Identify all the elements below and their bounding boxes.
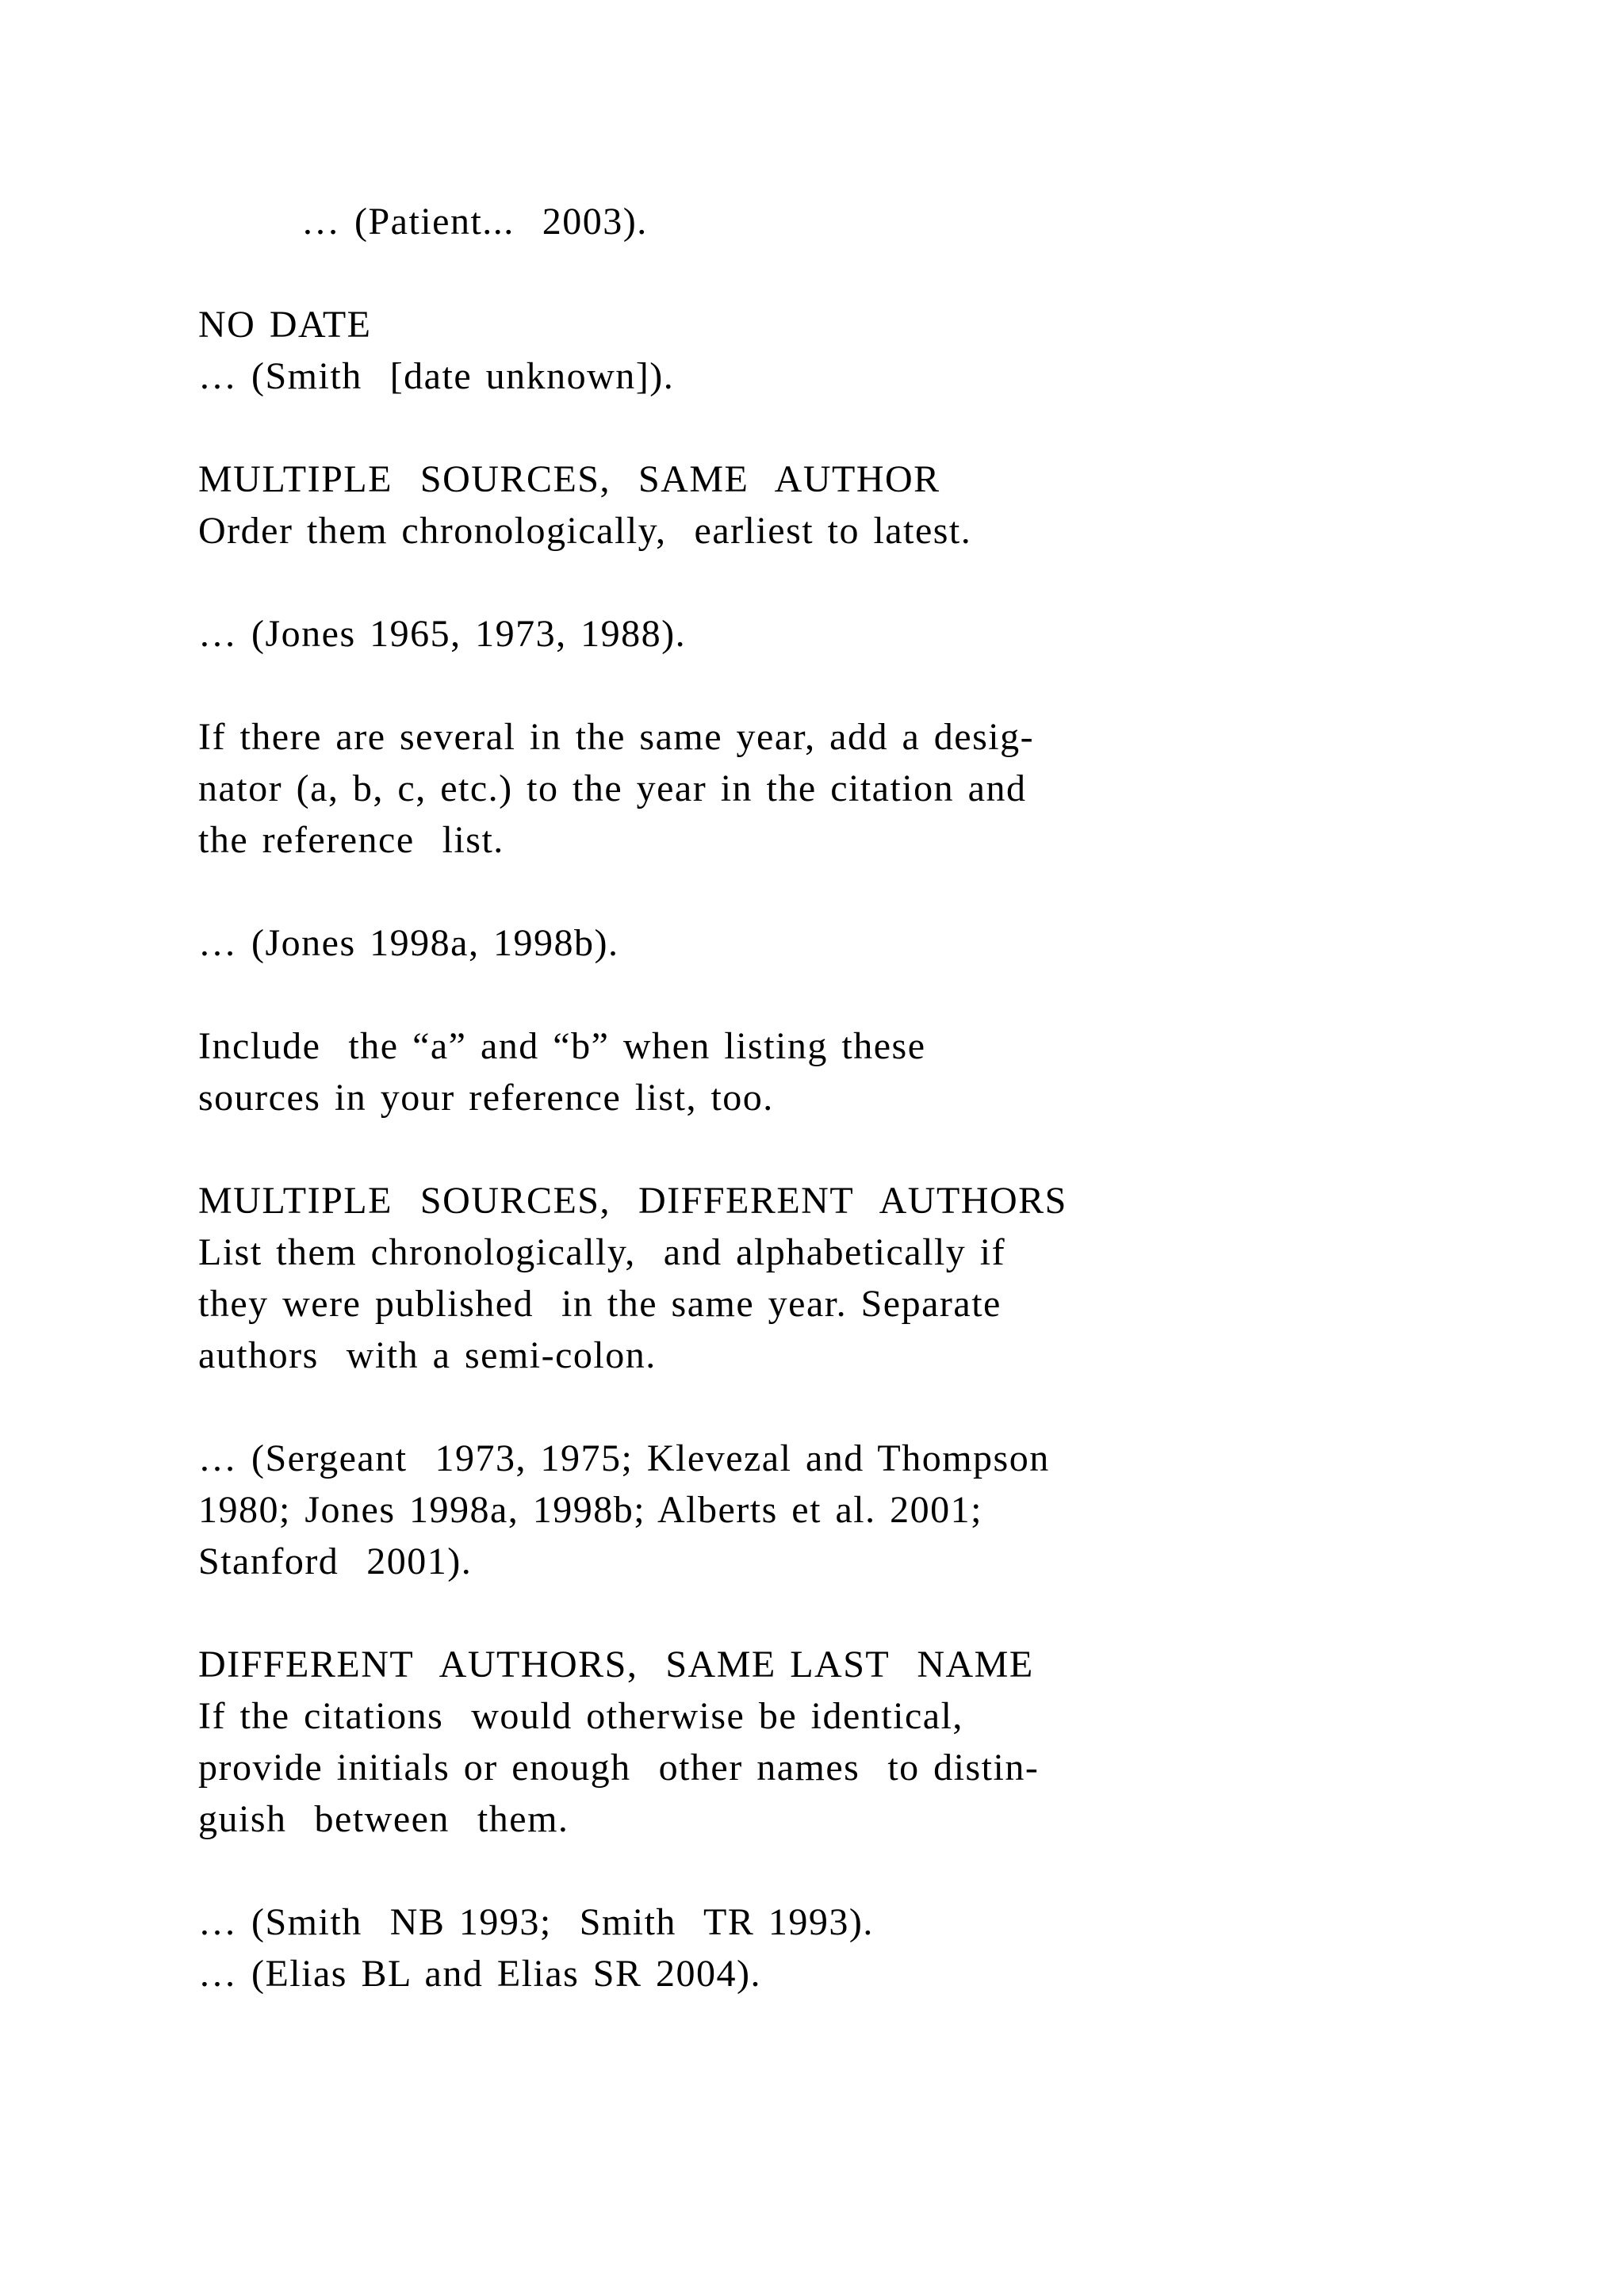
paragraph-line: If the citations would otherwise be identical, (198, 1695, 963, 1737)
paragraph-line: they were published in the same year. Separate (198, 1283, 1002, 1325)
paragraph-line: guish between them. (198, 1798, 569, 1840)
paragraph-line: authors with a semi-colon. (198, 1334, 657, 1376)
citation-example-patient: … (Patient... 2003). (301, 201, 648, 243)
paragraph-line: the reference list. (198, 819, 504, 861)
paragraph-line: If there are several in the same year, add a desig- (198, 716, 1035, 758)
paragraph-line: nator (a, b, c, etc.) to the year in the citation and (198, 767, 1027, 809)
citation-example-elias-initials: … (Elias BL and Elias SR 2004). (198, 1953, 761, 1995)
paragraph-line: Order them chronologically, earliest to latest. (198, 510, 972, 552)
section-heading-same-last-name: DIFFERENT AUTHORS, SAME LAST NAME (198, 1644, 1034, 1686)
paragraph-line: provide initials or enough other names to distin- (198, 1747, 1040, 1789)
citation-example-multiple-authors: 1980; Jones 1998a, 1998b; Alberts et al. 2001; (198, 1489, 982, 1531)
citation-example-multiple-authors: … (Sergeant 1973, 1975; Klevezal and Thompson (198, 1437, 1050, 1479)
paragraph-line: Include the “a” and “b” when listing these (198, 1025, 926, 1067)
section-heading-no-date: NO DATE (198, 304, 372, 346)
section-heading-same-author: MULTIPLE SOURCES, SAME AUTHOR (198, 458, 940, 500)
citation-example-smith-initials: … (Smith NB 1993; Smith TR 1993). (198, 1901, 874, 1943)
citation-example-jones-designator: … (Jones 1998a, 1998b). (198, 922, 619, 964)
paragraph-line: sources in your reference list, too. (198, 1077, 774, 1119)
citation-example-jones-years: … (Jones 1965, 1973, 1988). (198, 613, 687, 655)
section-heading-different-authors: MULTIPLE SOURCES, DIFFERENT AUTHORS (198, 1180, 1067, 1222)
paragraph-line: List them chronologically, and alphabetically if (198, 1231, 1006, 1273)
citation-example-no-date: … (Smith [date unknown]). (198, 355, 675, 397)
citation-example-multiple-authors: Stanford 2001). (198, 1540, 473, 1582)
